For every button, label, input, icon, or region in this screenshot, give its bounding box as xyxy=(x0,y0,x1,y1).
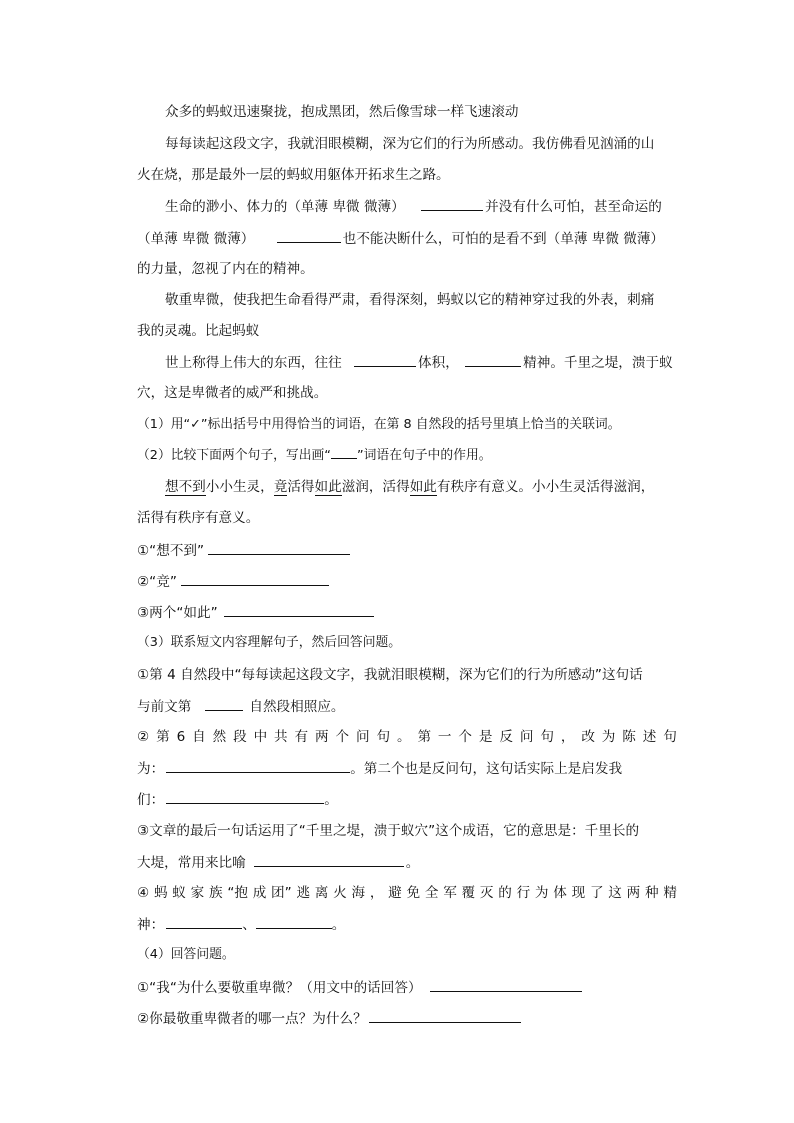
passage-paragraph xyxy=(137,228,677,248)
char: 军 xyxy=(443,885,457,901)
answer-item xyxy=(137,821,677,841)
question-text: ①第 4 自然段中“每每读起这段文字，我就泪眼模糊，深为它们的行为所感动”这句话 xyxy=(137,667,643,683)
char: 有 xyxy=(294,729,309,745)
passage-paragraph xyxy=(137,383,677,403)
question-text: 。 xyxy=(324,792,338,808)
paragraph-text: （单薄 卑微 微薄） xyxy=(137,231,255,247)
char: 海 xyxy=(351,885,366,901)
passage-paragraph xyxy=(165,102,677,122)
char: 免 xyxy=(406,885,421,901)
char: 家 xyxy=(190,885,205,901)
paragraph-text: 众多的蚂蚁迅速聚拢，抱成黑团，然后像雪球一样飞速滚动 xyxy=(165,104,519,120)
question-text: 。 xyxy=(331,917,346,933)
answer-item xyxy=(137,789,677,809)
answer-item xyxy=(137,914,677,934)
question-4 xyxy=(137,945,677,965)
example-sentence xyxy=(165,477,677,497)
char: 句 xyxy=(540,729,554,745)
passage-paragraph xyxy=(165,134,677,154)
sentence-text: 活得有秩序有意义。 xyxy=(137,510,260,526)
char: 火 xyxy=(333,885,347,901)
char: 逃 xyxy=(296,885,311,901)
answer-blank[interactable] xyxy=(369,1008,521,1023)
char: 族 xyxy=(208,885,223,901)
question-text: （2）比较下面两个句子，写出画“ xyxy=(137,448,331,463)
answer-item xyxy=(137,696,677,716)
question-text: 们： xyxy=(137,792,165,808)
char: 种 xyxy=(644,885,659,901)
answer-item xyxy=(137,852,677,872)
paragraph-text: 精神。千里之堤，溃于蚁 xyxy=(523,355,673,371)
char: 。 xyxy=(396,729,411,745)
char: 第 xyxy=(156,729,170,745)
question-text: （3）联系短文内容理解句子，然后回答问题。 xyxy=(137,635,402,650)
question-text: 与前文第 xyxy=(137,699,192,715)
answer-blank[interactable] xyxy=(205,696,243,711)
answer-item xyxy=(137,571,677,591)
answer-blank[interactable] xyxy=(166,758,350,773)
example-sentence xyxy=(137,508,677,528)
question-3 xyxy=(137,633,677,653)
passage-paragraph xyxy=(165,196,677,216)
char: 两 xyxy=(626,885,641,901)
char: 体 xyxy=(553,885,567,901)
paragraph-text: 也不能决断什么，可怕的是看不到（单薄 卑微 微薄） xyxy=(342,231,665,247)
question-text: 。第二个也是反问句，这句话实际上是启发我 xyxy=(350,761,623,777)
char: ② xyxy=(137,729,150,745)
paragraph-text: 世上称得上伟大的东西，往往 xyxy=(165,355,342,371)
passage-paragraph xyxy=(165,352,677,372)
char: 全 xyxy=(424,885,439,901)
underlined-word: 想不到 xyxy=(165,479,206,495)
answer-label: ①“想不到” xyxy=(137,543,205,559)
answer-blank[interactable] xyxy=(166,914,242,929)
answer-item xyxy=(137,883,677,903)
question-text: 为： xyxy=(137,761,165,777)
answer-blank[interactable] xyxy=(181,571,329,586)
char: 离 xyxy=(314,885,329,901)
paragraph-text: 火在烧，那是最外一层的蚂蚁用躯体开拓求生之路。 xyxy=(137,167,450,183)
paragraph-text: 的力量，忽视了内在的精神。 xyxy=(137,261,314,277)
answer-blank[interactable] xyxy=(254,852,404,867)
paragraph-text: 体积， xyxy=(418,355,459,371)
char: 个 xyxy=(458,729,472,745)
question-1 xyxy=(137,415,677,435)
paragraph-text: 穴，这是卑微者的威严和挑战。 xyxy=(137,385,328,401)
underline-sample xyxy=(331,446,357,459)
char: 反 xyxy=(499,729,513,745)
sentence-text: 活得 xyxy=(287,479,315,495)
underlined-word: 竟 xyxy=(273,479,288,495)
char: 6 xyxy=(176,729,186,745)
sentence-text: 滋润，活得 xyxy=(341,479,410,495)
char: 覆 xyxy=(461,885,476,901)
char: 现 xyxy=(571,885,586,901)
answer-blank[interactable] xyxy=(430,977,582,992)
answer-label: ②“竞” xyxy=(137,574,177,590)
fill-blank[interactable] xyxy=(465,352,521,367)
underlined-word: 如此 xyxy=(314,479,342,495)
question-text: （1）用“✓”标出括号中用得恰当的词语，在第 8 自然段的括号里填上恰当的关联词。 xyxy=(137,417,621,432)
char: 的 xyxy=(498,885,512,901)
char: 是 xyxy=(478,729,493,745)
passage-paragraph xyxy=(165,290,677,310)
fill-blank[interactable] xyxy=(354,352,416,367)
char: ④ xyxy=(137,885,150,901)
answer-blank[interactable] xyxy=(208,540,350,555)
passage-paragraph xyxy=(137,259,677,279)
sentence-text: 有秩序有意义。小小生灵活得滋润， xyxy=(436,479,655,495)
answer-item xyxy=(137,665,677,685)
char: 蚂 xyxy=(153,885,168,901)
question-text: ③文章的最后一句话运用了“千里之堤，溃于蚁穴”这个成语，它的意思是：千里长的 xyxy=(137,823,640,839)
char: 了 xyxy=(589,885,604,901)
char: 个 xyxy=(335,729,350,745)
char: 精 xyxy=(663,885,677,901)
answer-item xyxy=(137,1008,677,1028)
underlined-word: 如此 xyxy=(409,479,437,495)
fill-blank[interactable] xyxy=(421,196,483,211)
char: 一 xyxy=(437,729,452,745)
question-text: ”词语在句子中的作用。 xyxy=(356,448,492,463)
passage-paragraph xyxy=(137,321,677,341)
char: 中 xyxy=(253,729,268,745)
char: 句 xyxy=(663,729,677,745)
answer-item xyxy=(137,540,677,560)
answer-blank[interactable] xyxy=(166,789,324,804)
answer-item xyxy=(137,977,677,997)
sentence-text: 小小生灵， xyxy=(205,479,274,495)
char: 蚁 xyxy=(172,885,186,901)
char: 改 xyxy=(581,729,595,745)
char: 第 xyxy=(417,729,432,745)
char: 问 xyxy=(355,729,370,745)
char: 述 xyxy=(642,729,657,745)
question-text: 神： xyxy=(137,917,165,933)
answer-blank[interactable] xyxy=(224,602,374,617)
char: 陈 xyxy=(622,729,636,745)
char: 行 xyxy=(516,885,531,901)
paragraph-text: 敬重卑微，使我把生命看得严肃，看得深刻，蚂蚁以它的精神穿过我的外表，刺痛 xyxy=(165,292,655,308)
char: 成 xyxy=(252,885,267,901)
passage-paragraph xyxy=(137,165,677,185)
answer-item xyxy=(137,602,677,622)
char: ， xyxy=(560,729,575,745)
char: 灭 xyxy=(479,885,494,901)
answer-item xyxy=(137,727,677,747)
char: 段 xyxy=(233,729,247,745)
question-text: 大堤，常用来比喻 xyxy=(137,855,246,871)
question-text: 自然段相照应。 xyxy=(249,699,345,715)
char: 问 xyxy=(519,729,534,745)
question-text: 、 xyxy=(242,917,256,933)
question-text: ②你最敬重卑微者的哪一点？为什么？ xyxy=(137,1011,367,1027)
char: 这 xyxy=(608,885,622,901)
char: 避 xyxy=(388,885,402,901)
char: “抱 xyxy=(227,885,248,901)
char: 团” xyxy=(271,885,292,901)
char: 两 xyxy=(315,729,329,745)
question-2 xyxy=(137,446,677,466)
paragraph-text: 每每读起这段文字，我就泪眼模糊，深为它们的行为所感动。我仿佛看见汹涌的山 xyxy=(165,136,655,152)
question-text: ①“我“为什么要敬重卑微？（用文中的话回答） xyxy=(137,980,422,996)
char: ， xyxy=(369,885,384,901)
char: 自 xyxy=(192,729,206,745)
answer-label: ③两个“如此” xyxy=(137,605,218,621)
answer-blank[interactable] xyxy=(256,914,332,929)
question-text: （4）回答问题。 xyxy=(137,947,235,962)
paragraph-text: 生命的渺小、体力的（单薄 卑微 微薄） xyxy=(165,199,405,215)
paragraph-text: 我的灵魂。比起蚂蚁 xyxy=(137,323,260,339)
paragraph-text: 并没有什么可怕，甚至命运的 xyxy=(485,199,662,215)
char: 为 xyxy=(534,885,549,901)
answer-item xyxy=(137,758,677,778)
char: 句 xyxy=(376,729,391,745)
char: 为 xyxy=(601,729,616,745)
char: 然 xyxy=(212,729,227,745)
question-text: 。 xyxy=(405,855,420,871)
fill-blank[interactable] xyxy=(277,228,341,243)
char: 共 xyxy=(274,729,288,745)
